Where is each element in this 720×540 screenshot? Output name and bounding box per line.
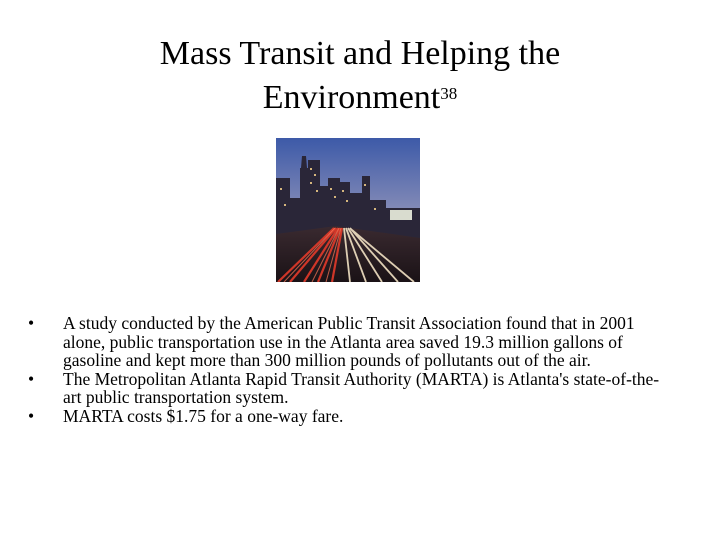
title-superscript: 38	[440, 84, 458, 103]
slide-title	[60, 32, 660, 120]
bullet-item	[28, 407, 668, 426]
title-line-2	[60, 76, 660, 120]
bullet-list	[28, 314, 668, 425]
bullet-text: A study conducted by the American Public Transit Association found that in 2001 alone, public transportation use in the Atlanta area saved 19.3 million gallons of gasoline and kept more than 300 million pounds of pollutants out of the air.	[63, 313, 635, 370]
bullet-text: The Metropolitan Atlanta Rapid Transit Authority (MARTA) is Atlanta's state-of-the-art public transportation system.	[63, 368, 660, 407]
photo-image	[276, 138, 420, 282]
bullet-item	[28, 370, 668, 407]
title-line-1: Mass Transit and Helping the	[159, 35, 561, 72]
bullet-item	[28, 314, 668, 370]
bullet-marker: •	[28, 368, 35, 389]
bullet-marker: •	[28, 405, 35, 426]
atlanta-skyline-photo	[276, 138, 420, 282]
title-word: Environment	[262, 79, 441, 116]
bullet-marker: •	[28, 313, 35, 333]
bullet-text: MARTA costs $1.75 for a one-way fare.	[63, 405, 344, 426]
